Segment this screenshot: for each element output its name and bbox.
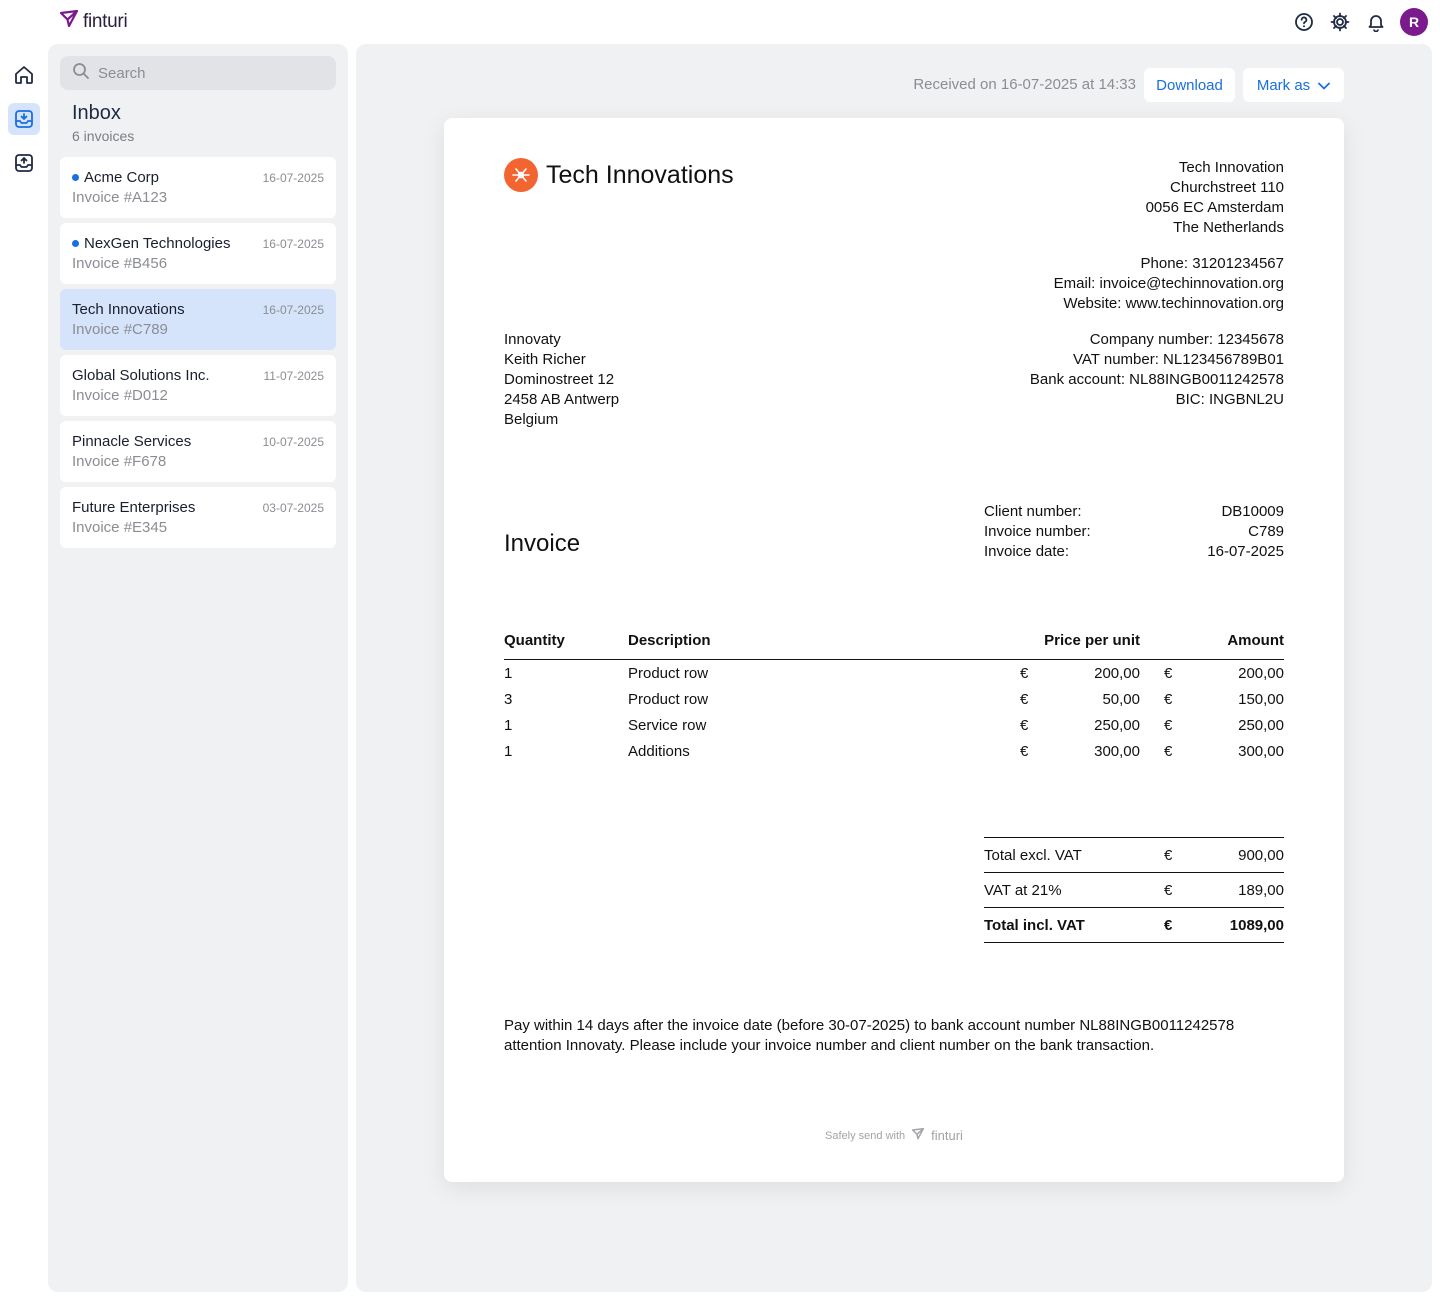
sender-website: Website: www.techinnovation.org	[1063, 295, 1284, 312]
table-row	[504, 686, 1284, 712]
invoice-list-item[interactable]	[60, 487, 336, 548]
table-row	[504, 712, 1284, 738]
recipient-contact: Keith Richer	[504, 351, 586, 368]
total-label: Total excl. VAT	[984, 846, 1082, 864]
avatar[interactable]: R	[1400, 8, 1428, 36]
meta-row	[984, 542, 1284, 562]
recipient-city: 2458 AB Antwerp	[504, 391, 620, 408]
payment-note: Pay within 14 days after the invoice date (before 30-07-2025) to bank account number NL88INGB0011242578 attention Innovaty. Please include your invoice number and client number on the bank transaction.	[504, 1017, 1235, 1054]
sender-phone: Phone: 31201234567	[1140, 255, 1284, 272]
currency-symbol: €	[1164, 716, 1173, 734]
finturi-logo-icon	[59, 10, 79, 33]
invoice-date: 03-07-2025	[262, 501, 324, 515]
invoice-number: Invoice #E345	[72, 519, 168, 536]
search-input[interactable]	[98, 65, 298, 82]
sender-name: Tech Innovations	[72, 301, 185, 318]
column-header-amount: Amount	[1227, 632, 1284, 649]
totals-table	[984, 837, 1284, 943]
line-items-table	[504, 632, 1284, 764]
line-desc: Service row	[628, 716, 707, 734]
unread-dot	[72, 174, 79, 181]
invoice-count: 6 invoices	[72, 128, 135, 144]
column-header-price: Price per unit	[1044, 632, 1140, 649]
invoice-list	[60, 157, 336, 553]
currency-symbol: €	[1020, 742, 1029, 760]
meta-label: Client number:	[984, 503, 1082, 520]
finturi-footer-icon	[911, 1128, 925, 1143]
line-qty: 1	[504, 716, 513, 734]
sender-country: The Netherlands	[1173, 219, 1284, 236]
invoice-date: 16-07-2025	[262, 171, 324, 185]
total-value: 900,00	[1238, 846, 1284, 864]
company-number: Company number: 12345678	[1089, 331, 1284, 348]
invoice-list-item[interactable]	[60, 355, 336, 416]
invoice-number: Invoice #A123	[72, 189, 168, 206]
line-price: 50,00	[1102, 690, 1140, 708]
chevron-down-icon	[1318, 77, 1330, 94]
sender-city: 0056 EC Amsterdam	[1145, 199, 1284, 216]
grand-total-row	[984, 908, 1284, 943]
total-value: 1089,00	[1229, 916, 1284, 934]
footer-text: Safely send with	[825, 1129, 906, 1142]
invoice-number: Invoice #C789	[72, 321, 168, 338]
currency-symbol: €	[1164, 881, 1173, 899]
invoice-document	[444, 118, 1344, 1182]
recipient-company: Innovaty	[504, 331, 561, 348]
footer-brand: finturi	[931, 1128, 963, 1143]
unread-dot	[72, 240, 79, 247]
inbox-icon[interactable]	[8, 103, 40, 135]
meta-value: C789	[1248, 523, 1284, 540]
download-button[interactable]: Download	[1144, 68, 1235, 102]
line-qty: 3	[504, 690, 513, 708]
company-name: Tech Innovations	[546, 160, 734, 189]
logo-text: finturi	[83, 10, 128, 32]
line-desc: Product row	[628, 690, 709, 708]
bank-account: Bank account: NL88INGB0011242578	[1029, 371, 1284, 388]
recipient-street: Dominostreet 12	[504, 371, 615, 388]
currency-symbol: €	[1020, 664, 1029, 682]
sender-street: Churchstreet 110	[1170, 179, 1284, 196]
sender-name: Pinnacle Services	[72, 433, 192, 450]
invoice-date: 16-07-2025	[262, 303, 324, 317]
meta-row	[984, 502, 1284, 522]
outbox-icon[interactable]	[8, 147, 40, 179]
currency-symbol: €	[1020, 716, 1029, 734]
gear-icon[interactable]	[1328, 10, 1352, 34]
line-amount: 200,00	[1238, 664, 1284, 682]
inbox-title: Inbox	[72, 102, 121, 124]
total-row	[984, 873, 1284, 908]
meta-label: Invoice number:	[984, 523, 1091, 540]
total-label: Total incl. VAT	[984, 916, 1085, 934]
company-logo-icon	[504, 158, 538, 192]
help-icon[interactable]	[1292, 10, 1316, 34]
sender-name: Future Enterprises	[72, 499, 196, 516]
table-row	[504, 660, 1284, 686]
sender-details	[1030, 158, 1284, 410]
currency-symbol: €	[1020, 690, 1029, 708]
invoice-meta	[984, 502, 1284, 562]
sender-name: Acme Corp	[84, 169, 160, 186]
meta-value: 16-07-2025	[1207, 543, 1284, 560]
received-timestamp: Received on 16-07-2025 at 14:33	[913, 76, 1136, 93]
invoice-list-item[interactable]	[60, 421, 336, 482]
search-icon	[72, 62, 90, 85]
line-desc: Product row	[628, 664, 709, 682]
home-icon[interactable]	[8, 59, 40, 91]
line-price: 200,00	[1094, 664, 1140, 682]
meta-row	[984, 522, 1284, 542]
bell-icon[interactable]	[1364, 10, 1388, 34]
top-bar	[0, 0, 1440, 44]
invoice-number: Invoice #B456	[72, 255, 168, 272]
currency-symbol: €	[1164, 664, 1173, 682]
column-header-description: Description	[628, 632, 711, 649]
currency-symbol: €	[1164, 846, 1173, 864]
column-header-quantity: Quantity	[504, 632, 565, 649]
inbox-panel	[48, 44, 348, 1292]
table-row	[504, 738, 1284, 764]
meta-value: DB10009	[1221, 503, 1284, 520]
search-box[interactable]	[60, 56, 336, 90]
mark-as-button[interactable]	[1243, 68, 1344, 102]
sender-email: Email: invoice@techinnovation.org	[1053, 275, 1284, 292]
meta-label: Invoice date:	[984, 543, 1070, 560]
currency-symbol: €	[1164, 916, 1173, 934]
invoice-date: 11-07-2025	[263, 369, 324, 383]
total-label: VAT at 21%	[984, 881, 1062, 899]
invoice-number: Invoice #F678	[72, 453, 167, 470]
invoice-list-item[interactable]	[60, 223, 336, 284]
total-value: 189,00	[1238, 881, 1284, 899]
line-amount: 250,00	[1238, 716, 1284, 734]
line-price: 300,00	[1094, 742, 1140, 760]
line-amount: 150,00	[1238, 690, 1284, 708]
line-qty: 1	[504, 742, 513, 760]
line-price: 250,00	[1094, 716, 1140, 734]
invoice-list-item[interactable]	[60, 157, 336, 218]
currency-symbol: €	[1164, 742, 1173, 760]
line-qty: 1	[504, 664, 513, 682]
bic: BIC: INGBNL2U	[1175, 391, 1284, 408]
invoice-date: 10-07-2025	[262, 435, 324, 449]
company-logo	[504, 158, 734, 192]
table-header	[504, 632, 1284, 660]
sender-name: NexGen Technologies	[84, 235, 231, 252]
vat-number: VAT number: NL123456789B01	[1073, 351, 1284, 368]
invoice-footer	[444, 1128, 1344, 1143]
recipient-country: Belgium	[504, 411, 559, 428]
recipient-address	[504, 330, 619, 430]
invoice-viewer	[356, 44, 1432, 1292]
line-desc: Additions	[628, 742, 690, 760]
invoice-heading: Invoice	[504, 530, 581, 557]
sender-name: Tech Innovation	[1178, 159, 1284, 176]
mark-as-label: Mark as	[1256, 76, 1311, 94]
line-amount: 300,00	[1238, 742, 1284, 760]
total-row	[984, 838, 1284, 873]
invoice-number: Invoice #D012	[72, 387, 168, 404]
sender-name: Global Solutions Inc.	[72, 367, 210, 384]
finturi-logo[interactable]	[59, 10, 127, 33]
invoice-date: 16-07-2025	[262, 237, 324, 251]
currency-symbol: €	[1164, 690, 1173, 708]
invoice-list-item-selected[interactable]	[60, 289, 336, 350]
